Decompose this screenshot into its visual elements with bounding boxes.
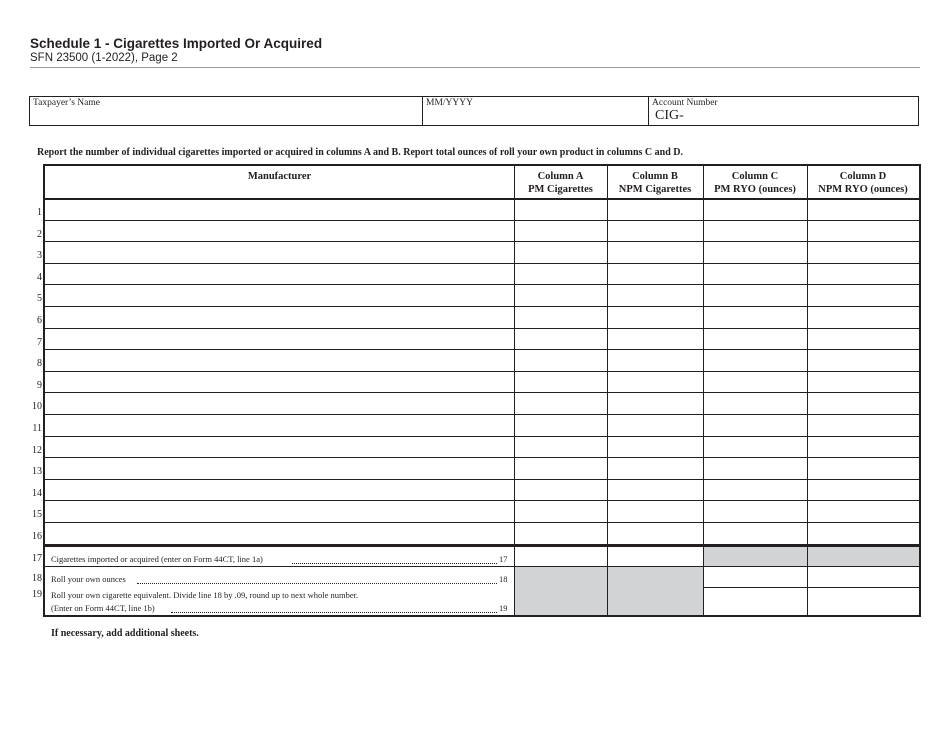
- footer-note: If necessary, add additional sheets.: [51, 628, 199, 639]
- summary-17-leader: [292, 563, 497, 564]
- row-12-column-a-input[interactable]: [516, 438, 606, 456]
- row-7-column-b-input[interactable]: [609, 330, 702, 348]
- summary-19-ref: 19: [499, 603, 508, 613]
- row-7-column-a-input[interactable]: [516, 330, 606, 348]
- row-1-column-b-input[interactable]: [609, 200, 702, 218]
- row-11-column-d-input[interactable]: [809, 416, 918, 434]
- line17-column-b-input[interactable]: [609, 547, 702, 565]
- summary-row-divider: [703, 587, 921, 588]
- row-12-column-c-input[interactable]: [705, 438, 806, 456]
- row-2-column-c-input[interactable]: [705, 222, 806, 240]
- row-1-manufacturer-input[interactable]: [46, 200, 512, 218]
- row-10-manufacturer-input[interactable]: [46, 394, 512, 412]
- row-divider: [43, 500, 921, 501]
- row-6-column-a-input[interactable]: [516, 308, 606, 326]
- row-number: 11: [32, 423, 42, 434]
- row-number: 14: [32, 488, 42, 499]
- header-manufacturer-label: Manufacturer: [247, 171, 312, 182]
- instruction-text: Report the number of individual cigarettes imported or acquired in columns A and B. Report total ounces of roll your own product in columns C and D.: [37, 147, 683, 158]
- row-divider: [43, 328, 921, 329]
- row-2-column-b-input[interactable]: [609, 222, 702, 240]
- account-number-label: Account Number: [652, 98, 718, 108]
- row-number: 8: [37, 358, 42, 369]
- row-12-column-b-input[interactable]: [609, 438, 702, 456]
- row-2-column-a-input[interactable]: [516, 222, 606, 240]
- row-divider: [43, 371, 921, 372]
- row-16-column-c-input[interactable]: [705, 524, 806, 542]
- summary-19-text-line2: (Enter on Form 44CT, line 1b): [51, 603, 155, 613]
- row-divider: [43, 306, 921, 307]
- row-9-column-c-input[interactable]: [705, 373, 806, 391]
- row-divider: [43, 241, 921, 242]
- row-5-column-c-input[interactable]: [705, 286, 806, 304]
- taxpayer-info-box: [29, 96, 919, 126]
- row-11-column-b-input[interactable]: [609, 416, 702, 434]
- row-divider: [43, 349, 921, 350]
- row-number: 7: [37, 337, 42, 348]
- row-15-column-a-input[interactable]: [516, 502, 606, 520]
- summary-18-ref: 18: [499, 574, 508, 584]
- row-10-column-a-input[interactable]: [516, 394, 606, 412]
- header-column-d-line2: NPM RYO (ounces): [818, 184, 908, 195]
- row-5-column-d-input[interactable]: [809, 286, 918, 304]
- row-8-column-a-input[interactable]: [516, 351, 606, 369]
- row-14-manufacturer-input[interactable]: [46, 481, 512, 499]
- row-number: 3: [37, 250, 42, 261]
- row-divider: [43, 392, 921, 393]
- row-8-column-d-input[interactable]: [809, 351, 918, 369]
- row-number: 9: [37, 380, 42, 391]
- row-15-column-b-input[interactable]: [609, 502, 702, 520]
- row-8-manufacturer-input[interactable]: [46, 351, 512, 369]
- row-11-manufacturer-input[interactable]: [46, 416, 512, 434]
- row-divider: [43, 414, 921, 415]
- row-16-column-d-input[interactable]: [809, 524, 918, 542]
- header-column-b-line1: Column B: [632, 171, 678, 182]
- row-3-column-c-input[interactable]: [705, 243, 806, 261]
- taxpayer-name-input[interactable]: [32, 108, 418, 124]
- row-divider: [43, 457, 921, 458]
- summary-17-ref: 17: [499, 554, 508, 564]
- row-14-column-a-input[interactable]: [516, 481, 606, 499]
- row-3-column-a-input[interactable]: [516, 243, 606, 261]
- header-column-c: [703, 170, 807, 196]
- period-label: MM/YYYY: [426, 98, 473, 108]
- line18-column-c-input[interactable]: [705, 567, 806, 587]
- row-9-column-b-input[interactable]: [609, 373, 702, 391]
- row-10-column-d-input[interactable]: [809, 394, 918, 412]
- row-15-manufacturer-input[interactable]: [46, 502, 512, 520]
- form-id: SFN 23500 (1-2022), Page 2: [30, 52, 178, 64]
- header-column-a-line1: Column A: [537, 171, 584, 182]
- period-input[interactable]: [425, 108, 644, 124]
- period-cell: [422, 97, 648, 125]
- row-15-column-c-input[interactable]: [705, 502, 806, 520]
- taxpayer-name-cell: [30, 97, 422, 125]
- row-4-manufacturer-input[interactable]: [46, 265, 512, 283]
- row-divider: [43, 479, 921, 480]
- line19-column-d-input[interactable]: [809, 589, 918, 615]
- row-9-column-d-input[interactable]: [809, 373, 918, 391]
- header-column-d: [807, 170, 919, 196]
- account-number-input[interactable]: [651, 108, 914, 124]
- row-number: 4: [37, 272, 42, 283]
- row-4-column-b-input[interactable]: [609, 265, 702, 283]
- row-number: 13: [32, 466, 42, 477]
- column-divider-2: [703, 164, 704, 617]
- row-2-manufacturer-input[interactable]: [46, 222, 512, 240]
- row-number: 10: [32, 401, 42, 412]
- row-divider: [43, 522, 921, 523]
- row-3-column-b-input[interactable]: [609, 243, 702, 261]
- header-column-d-line1: Column D: [839, 171, 887, 182]
- row-7-manufacturer-input[interactable]: [46, 330, 512, 348]
- header-manufacturer: [45, 170, 514, 183]
- summary-17-number: 17: [32, 553, 42, 564]
- row-10-column-b-input[interactable]: [609, 394, 702, 412]
- row-16-column-a-input[interactable]: [516, 524, 606, 542]
- line18-column-d-input[interactable]: [809, 567, 918, 587]
- header-column-c-line2: PM RYO (ounces): [714, 184, 796, 195]
- row-number: 15: [32, 509, 42, 520]
- summary-divider: [43, 546, 921, 547]
- title-divider: [30, 67, 920, 68]
- row-7-column-d-input[interactable]: [809, 330, 918, 348]
- summary-18-leader: [137, 583, 497, 584]
- row-6-column-c-input[interactable]: [705, 308, 806, 326]
- row-number: 12: [32, 445, 42, 456]
- shaded-line17-cd: [703, 546, 919, 566]
- summary-19-leader: [171, 612, 497, 613]
- row-14-column-c-input[interactable]: [705, 481, 806, 499]
- row-14-column-b-input[interactable]: [609, 481, 702, 499]
- summary-18-number: 18: [32, 573, 42, 584]
- row-13-column-d-input[interactable]: [809, 459, 918, 477]
- row-3-column-d-input[interactable]: [809, 243, 918, 261]
- row-12-column-d-input[interactable]: [809, 438, 918, 456]
- row-5-column-b-input[interactable]: [609, 286, 702, 304]
- row-14-column-d-input[interactable]: [809, 481, 918, 499]
- account-number-cell: [648, 97, 918, 125]
- row-15-column-d-input[interactable]: [809, 502, 918, 520]
- row-13-manufacturer-input[interactable]: [46, 459, 512, 477]
- row-13-column-b-input[interactable]: [609, 459, 702, 477]
- row-12-manufacturer-input[interactable]: [46, 438, 512, 456]
- row-number: 5: [37, 293, 42, 304]
- shaded-line18-19-ab: [514, 566, 703, 616]
- row-number: 6: [37, 315, 42, 326]
- row-4-column-a-input[interactable]: [516, 265, 606, 283]
- row-4-column-d-input[interactable]: [809, 265, 918, 283]
- row-5-column-a-input[interactable]: [516, 286, 606, 304]
- row-number: 2: [37, 229, 42, 240]
- summary-17-text: Cigarettes imported or acquired (enter on Form 44CT, line 1a): [51, 554, 263, 564]
- schedule-title: Schedule 1 - Cigarettes Imported Or Acquired: [30, 36, 323, 51]
- row-16-manufacturer-input[interactable]: [46, 524, 512, 542]
- row-1-column-a-input[interactable]: [516, 200, 606, 218]
- header-column-a-line2: PM Cigarettes: [528, 184, 593, 195]
- row-1-column-d-input[interactable]: [809, 200, 918, 218]
- summary-18-text: Roll your own ounces: [51, 574, 126, 584]
- row-1-column-c-input[interactable]: [705, 200, 806, 218]
- row-4-column-c-input[interactable]: [705, 265, 806, 283]
- row-13-column-a-input[interactable]: [516, 459, 606, 477]
- row-number: 16: [32, 531, 42, 542]
- column-divider-1: [607, 164, 608, 617]
- row-divider: [43, 263, 921, 264]
- row-9-manufacturer-input[interactable]: [46, 373, 512, 391]
- row-2-column-d-input[interactable]: [809, 222, 918, 240]
- summary-19-number: 19: [32, 589, 42, 600]
- row-11-column-c-input[interactable]: [705, 416, 806, 434]
- column-divider-3: [807, 164, 808, 617]
- row-6-column-d-input[interactable]: [809, 308, 918, 326]
- row-6-column-b-input[interactable]: [609, 308, 702, 326]
- header-column-c-line1: Column C: [731, 171, 779, 182]
- row-number: 1: [37, 207, 42, 218]
- column-divider-0: [514, 164, 515, 617]
- header-column-b-line2: NPM Cigarettes: [618, 184, 692, 195]
- header-column-b: [607, 170, 703, 196]
- row-11-column-a-input[interactable]: [516, 416, 606, 434]
- summary-19-text: Roll your own cigarette equivalent. Divide line 18 by .09, round up to next whole number.: [51, 590, 359, 600]
- row-8-column-c-input[interactable]: [705, 351, 806, 369]
- row-16-column-b-input[interactable]: [609, 524, 702, 542]
- row-3-manufacturer-input[interactable]: [46, 243, 512, 261]
- row-10-column-c-input[interactable]: [705, 394, 806, 412]
- row-divider: [43, 220, 921, 221]
- row-8-column-b-input[interactable]: [609, 351, 702, 369]
- row-divider: [43, 436, 921, 437]
- header-column-a: [514, 170, 607, 196]
- row-5-manufacturer-input[interactable]: [46, 286, 512, 304]
- taxpayer-name-label: Taxpayer’s Name: [33, 98, 100, 108]
- row-9-column-a-input[interactable]: [516, 373, 606, 391]
- line17-column-a-input[interactable]: [516, 547, 606, 565]
- line19-column-c-input[interactable]: [705, 589, 806, 615]
- row-6-manufacturer-input[interactable]: [46, 308, 512, 326]
- row-13-column-c-input[interactable]: [705, 459, 806, 477]
- row-7-column-c-input[interactable]: [705, 330, 806, 348]
- row-divider: [43, 284, 921, 285]
